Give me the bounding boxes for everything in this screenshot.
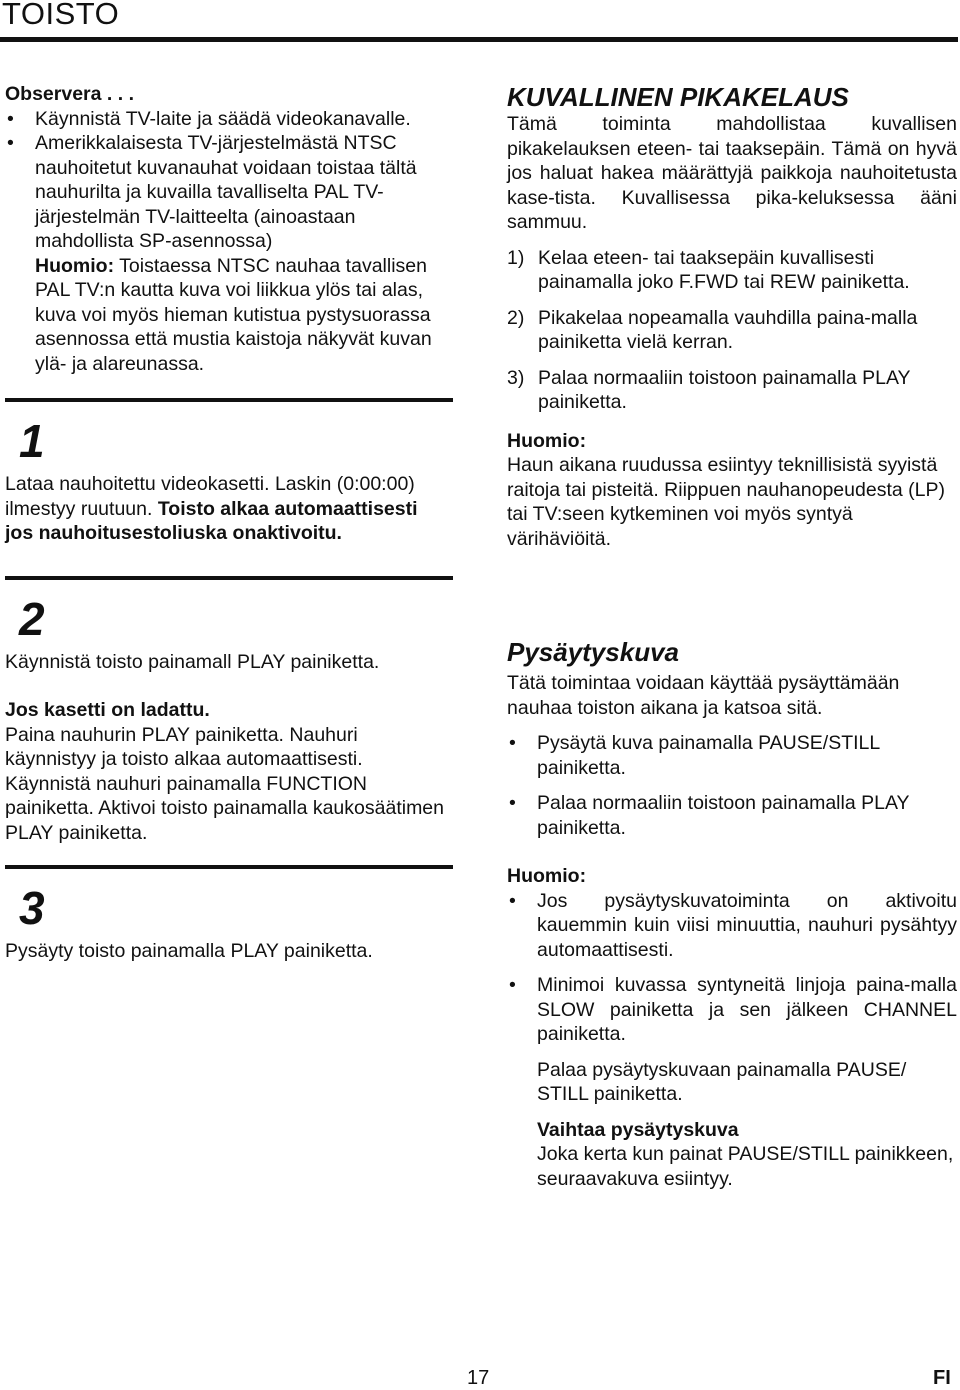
search-intro: Tämä toiminta mahdollistaa kuvallisen pikakelauksen eteen- tai taaksepäin. Tämä on hyvä jos haluat hakea määrättyjä paikkoja nauhoitetusta kase-tista. Kuvallisessa pika-keluksessa ääni sammuu. — [507, 113, 957, 233]
search-steps — [507, 246, 957, 415]
search-note-label: Huomio: — [507, 429, 587, 452]
step-2-section — [5, 576, 450, 846]
title-rule — [0, 37, 958, 42]
step-1-section — [5, 398, 450, 546]
step-3-section — [5, 865, 450, 964]
still-change-text: Joka kerta kun painat PAUSE/STILL painikkeen, seuraavakuva esiintyy. — [537, 1143, 954, 1190]
intro-heading: Observera . . . — [5, 83, 134, 105]
page-title: TOISTO — [2, 0, 120, 31]
intro-bullet: • Amerikkalaisesta TV-järjestelmästä NTSC nauhoitetut kuvanauhat voidaan toistaa tältä nauhurilta ja kuvailla tavalliselta PAL TV-järjestelmän TV-laitteelta (ainoastaan mahdollista SP-asennossa) — [5, 131, 450, 254]
still-bullet: • Pysäytä kuva painamalla PAUSE/STILL painiketta. — [507, 731, 957, 780]
search-step-number: 1) — [507, 246, 525, 269]
search-step — [507, 306, 957, 355]
step-2-text: Käynnistä toisto painamall PLAY painiketta. — [5, 650, 380, 673]
still-bullet: • Palaa normaaliin toistoon painamalla PLAY painiketta. — [507, 791, 957, 840]
still-note-bullet: • Jos pysäytyskuvatoiminta on aktivoitu kauemmin kuin viisi minuuttia, nauhuri pysähtyy automaattisesti. — [507, 889, 957, 963]
step-3-text: Pysäyty toisto painamalla PLAY painiketta. — [5, 940, 373, 962]
search-step — [507, 366, 957, 415]
language-code: FI — [933, 1367, 951, 1389]
intro-note — [5, 254, 450, 377]
search-section — [507, 82, 957, 551]
still-return-text: Palaa pysäytyskuvaan painamalla PAUSE/ STILL painiketta. — [537, 1058, 907, 1105]
intro-bullet: • Käynnistä TV-laite ja säädä videokanavalle. — [5, 107, 450, 132]
still-note-label: Huomio: — [507, 865, 587, 887]
intro-note-label: Huomio: — [35, 254, 115, 277]
search-heading: KUVALLINEN PIKAKELAUS — [507, 82, 849, 112]
step-2-subheading: Jos kasetti on ladattu. — [5, 699, 210, 721]
section-rule — [5, 576, 453, 580]
still-note-bullets — [507, 889, 957, 1047]
section-rule — [5, 398, 453, 402]
still-note-bullet: • Minimoi kuvassa syntyneitä linjoja paina-malla SLOW painiketta ja sen jälkeen CHANNEL painiketta. — [507, 973, 957, 1047]
intro-note-text: Toistaessa NTSC nauhaa tavallisen PAL TV:n kautta kuva voi liikkua ylös tai alas, kuva voi myös hieman kutistua pystysuorassa asennossa että mustia kaistoja näkyvät kuvan ylä- ja alareunassa. — [35, 254, 432, 375]
step-1-text — [5, 472, 450, 546]
still-change-heading: Vaihtaa pysäytyskuva — [537, 1118, 739, 1141]
still-section — [507, 637, 957, 1191]
step-1-number: 1 — [19, 415, 45, 467]
intro-section — [5, 82, 450, 376]
step-3-number: 3 — [19, 882, 45, 934]
search-step-number: 2) — [507, 306, 525, 329]
step-1-bold: Toisto alkaa automaattisesti jos nauhoitusestoliuska onaktivoitu. — [5, 497, 418, 544]
search-step — [507, 246, 957, 295]
section-rule — [5, 865, 453, 869]
search-step-number: 3) — [507, 366, 525, 389]
right-column — [507, 82, 957, 1191]
left-column — [5, 82, 450, 964]
still-heading: Pysäytyskuva — [507, 637, 680, 667]
search-step-text: Palaa normaaliin toistoon painamalla PLAY painiketta. — [538, 366, 911, 413]
page-number: 17 — [467, 1367, 490, 1389]
search-note-text: Haun aikana ruudussa esiintyy teknillisistä syyistä raitoja tai pisteitä. Riippuen nauhanopeudesta (LP) tai TV:seen kytkeminen voi myös syntyä värihäviöitä. — [507, 454, 945, 550]
still-bullets — [507, 731, 957, 840]
step-2-number: 2 — [19, 592, 45, 645]
step-1-plain: Lataa nauhoitettu videokasetti. Laskin (0:00:00) ilmestyy ruutuun. — [5, 473, 415, 520]
search-step-text: Kelaa eteen- tai taaksepäin kuvallisesti painamalla joko F.FWD tai REW painiketta. — [538, 246, 910, 293]
step-2-detail: Paina nauhurin PLAY painiketta. Nauhuri käynnistyy ja toisto alkaa automaattisesti. Käynnistä nauhuri painamalla FUNCTION painiketta. Aktivoi toisto painamalla kaukosäätimen PLAY painiketta. — [5, 723, 444, 844]
still-intro: Tätä toimintaa voidaan käyttää pysäyttämään nauhaa toiston aikana ja katsoa sitä. — [507, 672, 900, 719]
search-step-text: Pikakelaa nopeamalla vauhdilla paina-malla painiketta vielä kerran. — [538, 306, 918, 353]
intro-bullets — [5, 107, 450, 254]
